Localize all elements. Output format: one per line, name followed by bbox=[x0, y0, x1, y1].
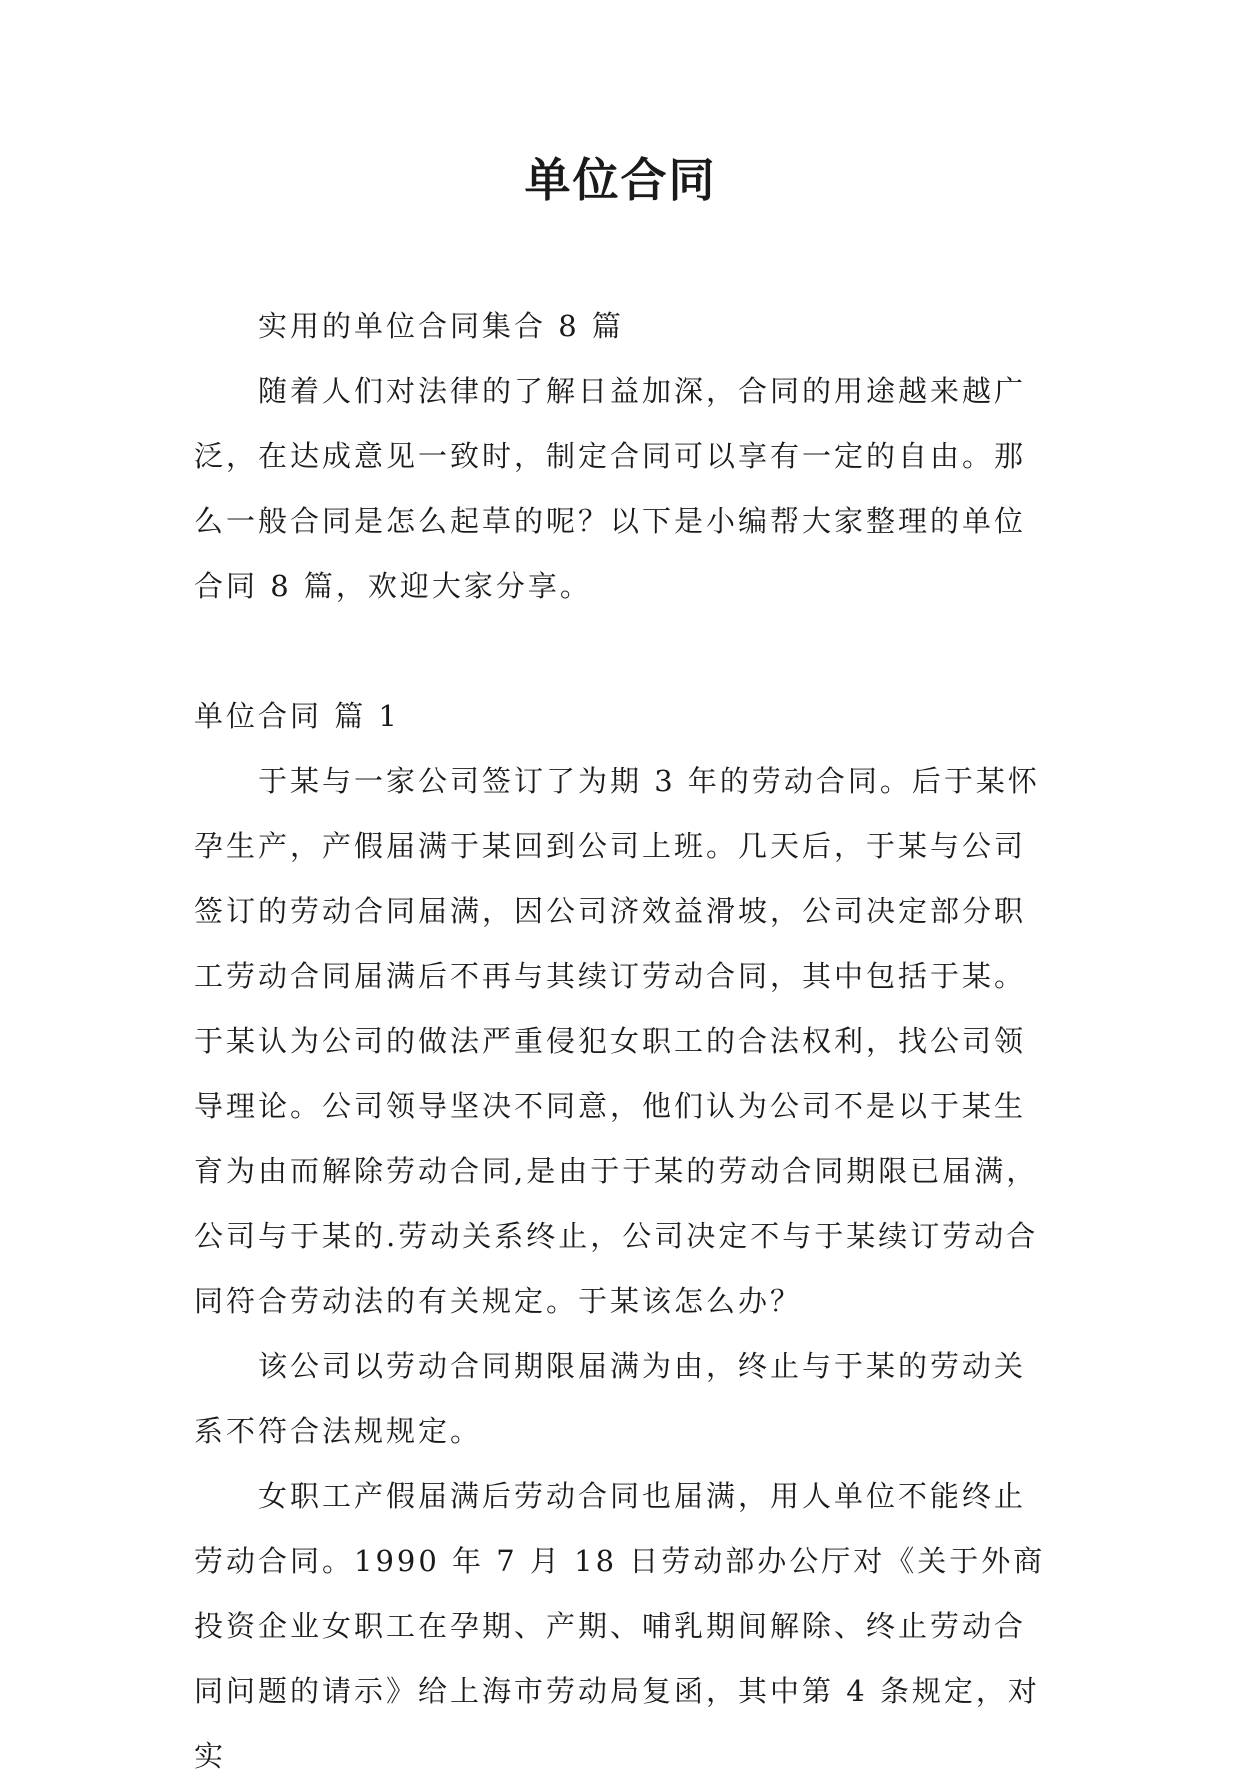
intro-paragraph: 随着人们对法律的了解日益加深，合同的用途越来越广泛，在达成意见一致时，制定合同可以享有一定的自由。那么一般合同是怎么起草的呢？以下是小编帮大家整理的单位合同 8 篇，欢迎大家分享。 bbox=[194, 374, 1027, 603]
body-paragraph-1: 于某与一家公司签订了为期 3 年的劳动合同。后于某怀孕生产，产假届满于某回到公司上班。几天后，于某与公司签订的劳动合同届满，因公司济效益滑坡，公司决定部分职工劳动合同届满后不再与其续订劳动合同，其中包括于某。于某认为公司的做法严重侵犯女职工的合法权利，找公司领导理论。公司领导坚决不同意，他们认为公司不是以于某生育为由而解除劳动合同,是由于于某的劳动合同期限已届满，公司与于某的.劳动关系终止，公司决定不与于某续订劳动合同符合劳动法的有关规定。于某该怎么办？ bbox=[194, 764, 1040, 1318]
document-body bbox=[194, 294, 1049, 1789]
body-paragraph-3: 女职工产假届满后劳动合同也届满，用人单位不能终止劳动合同。1990 年 7 月 18 日劳动部办公厅对《关于外商投资企业女职工在孕期、产期、哺乳期间解除、终止劳动合同问题的请示》给上海市劳动局复函，其中第 4 条规定，对实 bbox=[194, 1479, 1046, 1773]
section-heading: 单位合同 篇 1 bbox=[194, 699, 400, 733]
subtitle: 实用的单位合同集合 8 篇 bbox=[258, 309, 624, 343]
section-spacer bbox=[194, 619, 1049, 684]
body-paragraph-2: 该公司以劳动合同期限届满为由，终止与于某的劳动关系不符合法规规定。 bbox=[194, 1349, 1027, 1448]
page-title: 单位合同 bbox=[524, 153, 717, 207]
